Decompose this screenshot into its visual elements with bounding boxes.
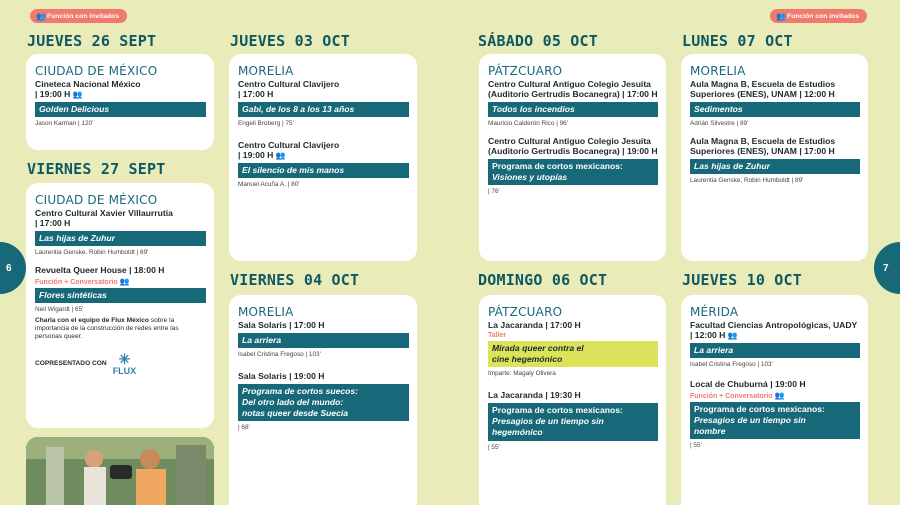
guest-function-legend-left: 👥 Función con invitados bbox=[30, 9, 127, 23]
day-heading: VIERNES 27 SEPT bbox=[27, 160, 166, 178]
city-name: MORELIA bbox=[238, 64, 294, 78]
people-group-icon: 👥 bbox=[727, 330, 736, 340]
event-card bbox=[479, 295, 666, 505]
film-credits: Laurentia Genske, Robin Humboldt | 89' bbox=[35, 248, 149, 256]
venue: Aula Magna B, Escuela de Estudios Superiores (ENES), UNAM | 17:00 H bbox=[690, 135, 836, 156]
venue: Centro Cultural Xavier Villaurrutia | 17:00 H bbox=[35, 208, 173, 228]
venue: Centro Cultural Antiguo Colegio Jesuita (Auditorio Gertrudis Bocanegra) | 19:00 H bbox=[488, 135, 658, 156]
people-group-icon: 👥 bbox=[776, 11, 784, 21]
film-credits: | 55' bbox=[488, 443, 500, 451]
day-heading: DOMINGO 06 OCT bbox=[478, 271, 608, 289]
venue: La Jacaranda | 19:30 H bbox=[488, 390, 581, 401]
venue: Centro Cultural Clavijero | 19:00 H 👥 bbox=[238, 139, 340, 160]
venue: Local de Chuburná | 19:00 H bbox=[690, 378, 806, 389]
city-name: MORELIA bbox=[690, 64, 746, 78]
people-group-icon: 👥 bbox=[275, 150, 284, 160]
film-credits: Isabel Cristina Fregoso | 103' bbox=[690, 360, 773, 368]
people-group-icon: 👥 bbox=[36, 11, 44, 21]
film-credits: Isabel Cristina Fregoso | 103' bbox=[238, 351, 321, 359]
day-heading: JUEVES 03 OCT bbox=[230, 32, 350, 50]
film-credits: Manuel Acuña A. | 80' bbox=[238, 180, 300, 188]
film-title: Mirada queer contra el cine hegemónico bbox=[488, 341, 658, 367]
film-credits: Imparte: Magaly Olivera bbox=[488, 370, 556, 378]
event-card bbox=[681, 295, 868, 505]
film-title: La arriera bbox=[238, 333, 409, 348]
film-title: Sedimentos bbox=[690, 102, 860, 117]
film-title: Programa de cortos mexicanos: Presagios de un tiempo sin nombre bbox=[690, 402, 860, 440]
film-title: Las hijas de Zuhur bbox=[690, 159, 860, 174]
venue: Cineteca Nacional México | 19:00 H 👥 bbox=[35, 79, 141, 99]
film-credits: Jason Karman | 120' bbox=[35, 119, 94, 127]
event-card bbox=[229, 295, 417, 505]
event-photo bbox=[26, 437, 214, 505]
venue: Facultad Ciencias Antropológicas, UADY | 12:00 H 👥 bbox=[690, 320, 858, 340]
event-tag: Función + Conversatorio 👥 bbox=[690, 390, 783, 400]
film-title: Gabi, de los 8 a los 13 años bbox=[238, 102, 409, 117]
guest-function-legend-right: 👥 Función con invitados bbox=[770, 9, 867, 23]
page-number-right: 7 bbox=[874, 242, 900, 294]
day-heading: VIERNES 04 OCT bbox=[230, 271, 360, 289]
day-heading: LUNES 07 OCT bbox=[682, 32, 793, 50]
city-name: MÉRIDA bbox=[690, 305, 739, 319]
venue: Centro Cultural Antiguo Colegio Jesuita (Auditorio Gertrudis Bocanegra) | 17:00 H bbox=[488, 79, 658, 99]
film-credits: | 55' bbox=[690, 442, 702, 450]
day-heading: JUEVES 26 SEPT bbox=[27, 32, 157, 50]
venue: Centro Cultural Clavijero | 17:00 H bbox=[238, 79, 340, 99]
venue: La Jacaranda | 17:00 H bbox=[488, 320, 581, 330]
venue: Revuelta Queer House | 18:00 H bbox=[35, 264, 165, 275]
talk-description: Charla con el equipo de Flux México sobre la importancia de la construcción de redes entre las personas queer. bbox=[35, 316, 179, 341]
film-credits: Laurentia Genske, Robin Humboldt | 89' bbox=[690, 176, 804, 184]
flux-mark-icon: ✳ bbox=[118, 350, 131, 367]
day-heading: JUEVES 10 OCT bbox=[682, 271, 802, 289]
film-title: Flores sintéticas bbox=[35, 288, 206, 303]
city-name: CIUDAD DE MÉXICO bbox=[35, 193, 158, 207]
film-title: Programa de cortos mexicanos: Visiones y utopías bbox=[488, 159, 658, 185]
film-title: El silencio de mis manos bbox=[238, 163, 409, 178]
film-title: Programa de cortos suecos: Del otro lado del mundo: notas queer desde Suecia bbox=[238, 384, 409, 422]
event-tag: Función + Conversatorio 👥 bbox=[35, 276, 128, 286]
film-title: La arriera bbox=[690, 343, 860, 358]
event-card bbox=[26, 54, 214, 150]
city-name: PÁTZCUARO bbox=[488, 305, 563, 319]
event-tag: Taller bbox=[488, 331, 507, 339]
film-title: Las hijas de Zuhur bbox=[35, 231, 206, 246]
film-credits: Adrián Silvestre | 89' bbox=[690, 119, 749, 127]
city-name: MORELIA bbox=[238, 305, 294, 319]
film-credits: Neil Wigardt | 65' bbox=[35, 305, 84, 313]
film-title: Programa de cortos mexicanos: Presagios de un tiempo sin hegemónico bbox=[488, 403, 658, 441]
people-group-icon: 👥 bbox=[72, 89, 81, 99]
event-card bbox=[229, 54, 417, 261]
page-number-left: 6 bbox=[0, 242, 26, 294]
venue: Sala Solaris | 17:00 H bbox=[238, 320, 325, 330]
event-card bbox=[26, 183, 214, 428]
film-credits: | 68' bbox=[238, 424, 250, 432]
copresented-block: COPRESENTADO CON ✳ FLUX bbox=[35, 350, 137, 376]
venue: Sala Solaris | 19:00 H bbox=[238, 371, 325, 382]
city-name: PÁTZCUARO bbox=[488, 64, 563, 78]
people-group-icon: 👥 bbox=[119, 276, 128, 286]
event-card bbox=[681, 54, 868, 261]
people-group-icon: 👥 bbox=[774, 390, 783, 400]
film-credits: Engeli Broberg | 75' bbox=[238, 119, 294, 127]
day-heading: SÁBADO 05 OCT bbox=[478, 32, 598, 50]
event-card bbox=[479, 54, 666, 261]
flux-logo: ✳ FLUX bbox=[112, 350, 137, 376]
film-credits: | 76' bbox=[488, 188, 500, 196]
venue: Aula Magna B, Escuela de Estudios Superiores (ENES), UNAM | 12:00 H bbox=[690, 79, 836, 99]
film-title: Todos los incendios bbox=[488, 102, 658, 117]
film-title: Golden Delicious bbox=[35, 102, 206, 117]
city-name: CIUDAD DE MÉXICO bbox=[35, 64, 158, 78]
film-credits: Mauricio Calderón Rico | 96' bbox=[488, 119, 568, 127]
